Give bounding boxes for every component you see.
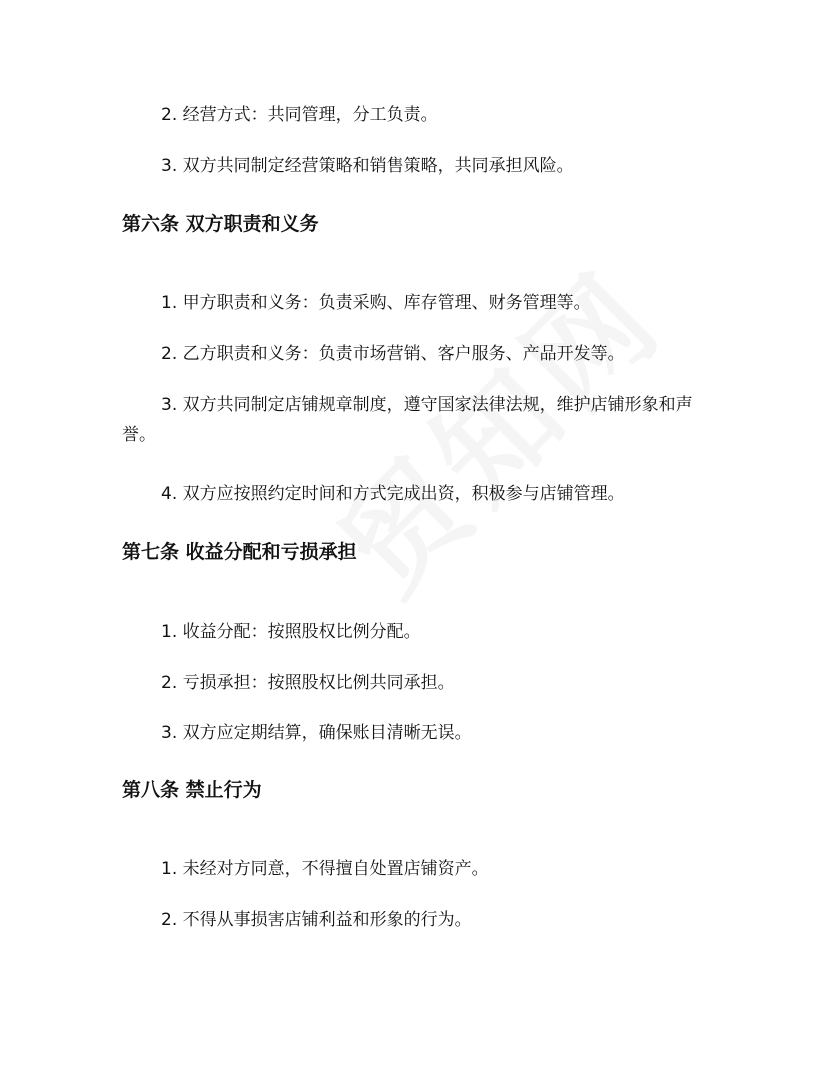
list-item: 2. 经营方式：共同管理，分工负责。 xyxy=(161,105,438,125)
list-item: 2. 不得从事损害店铺利益和形象的行为。 xyxy=(161,910,472,930)
list-item: 4. 双方应按照约定时间和方式完成出资，积极参与店铺管理。 xyxy=(161,484,625,504)
list-item: 3. 双方共同制定经营策略和销售策略，共同承担风险。 xyxy=(161,156,574,176)
list-item: 3. 双方共同制定店铺规章制度，遵守国家法律法规，维护店铺形象和声誉。 xyxy=(122,395,693,445)
section-heading-article-7: 第七条 收益分配和亏损承担 xyxy=(122,541,357,563)
section-heading-article-6: 第六条 双方职责和义务 xyxy=(122,213,319,235)
list-item: 2. 乙方职责和义务：负责市场营销、客户服务、产品开发等。 xyxy=(161,344,625,364)
section-heading-article-8: 第八条 禁止行为 xyxy=(122,779,262,801)
list-item: 2. 亏损承担：按照股权比例共同承担。 xyxy=(161,673,455,693)
list-item: 3. 双方应定期结算，确保账目清晰无误。 xyxy=(161,723,472,743)
list-item: 1. 未经对方同意，不得擅自处置店铺资产。 xyxy=(161,859,489,879)
list-item: 1. 甲方职责和义务：负责采购、库存管理、财务管理等。 xyxy=(161,293,591,313)
list-item: 1. 收益分配：按照股权比例分配。 xyxy=(161,622,421,642)
